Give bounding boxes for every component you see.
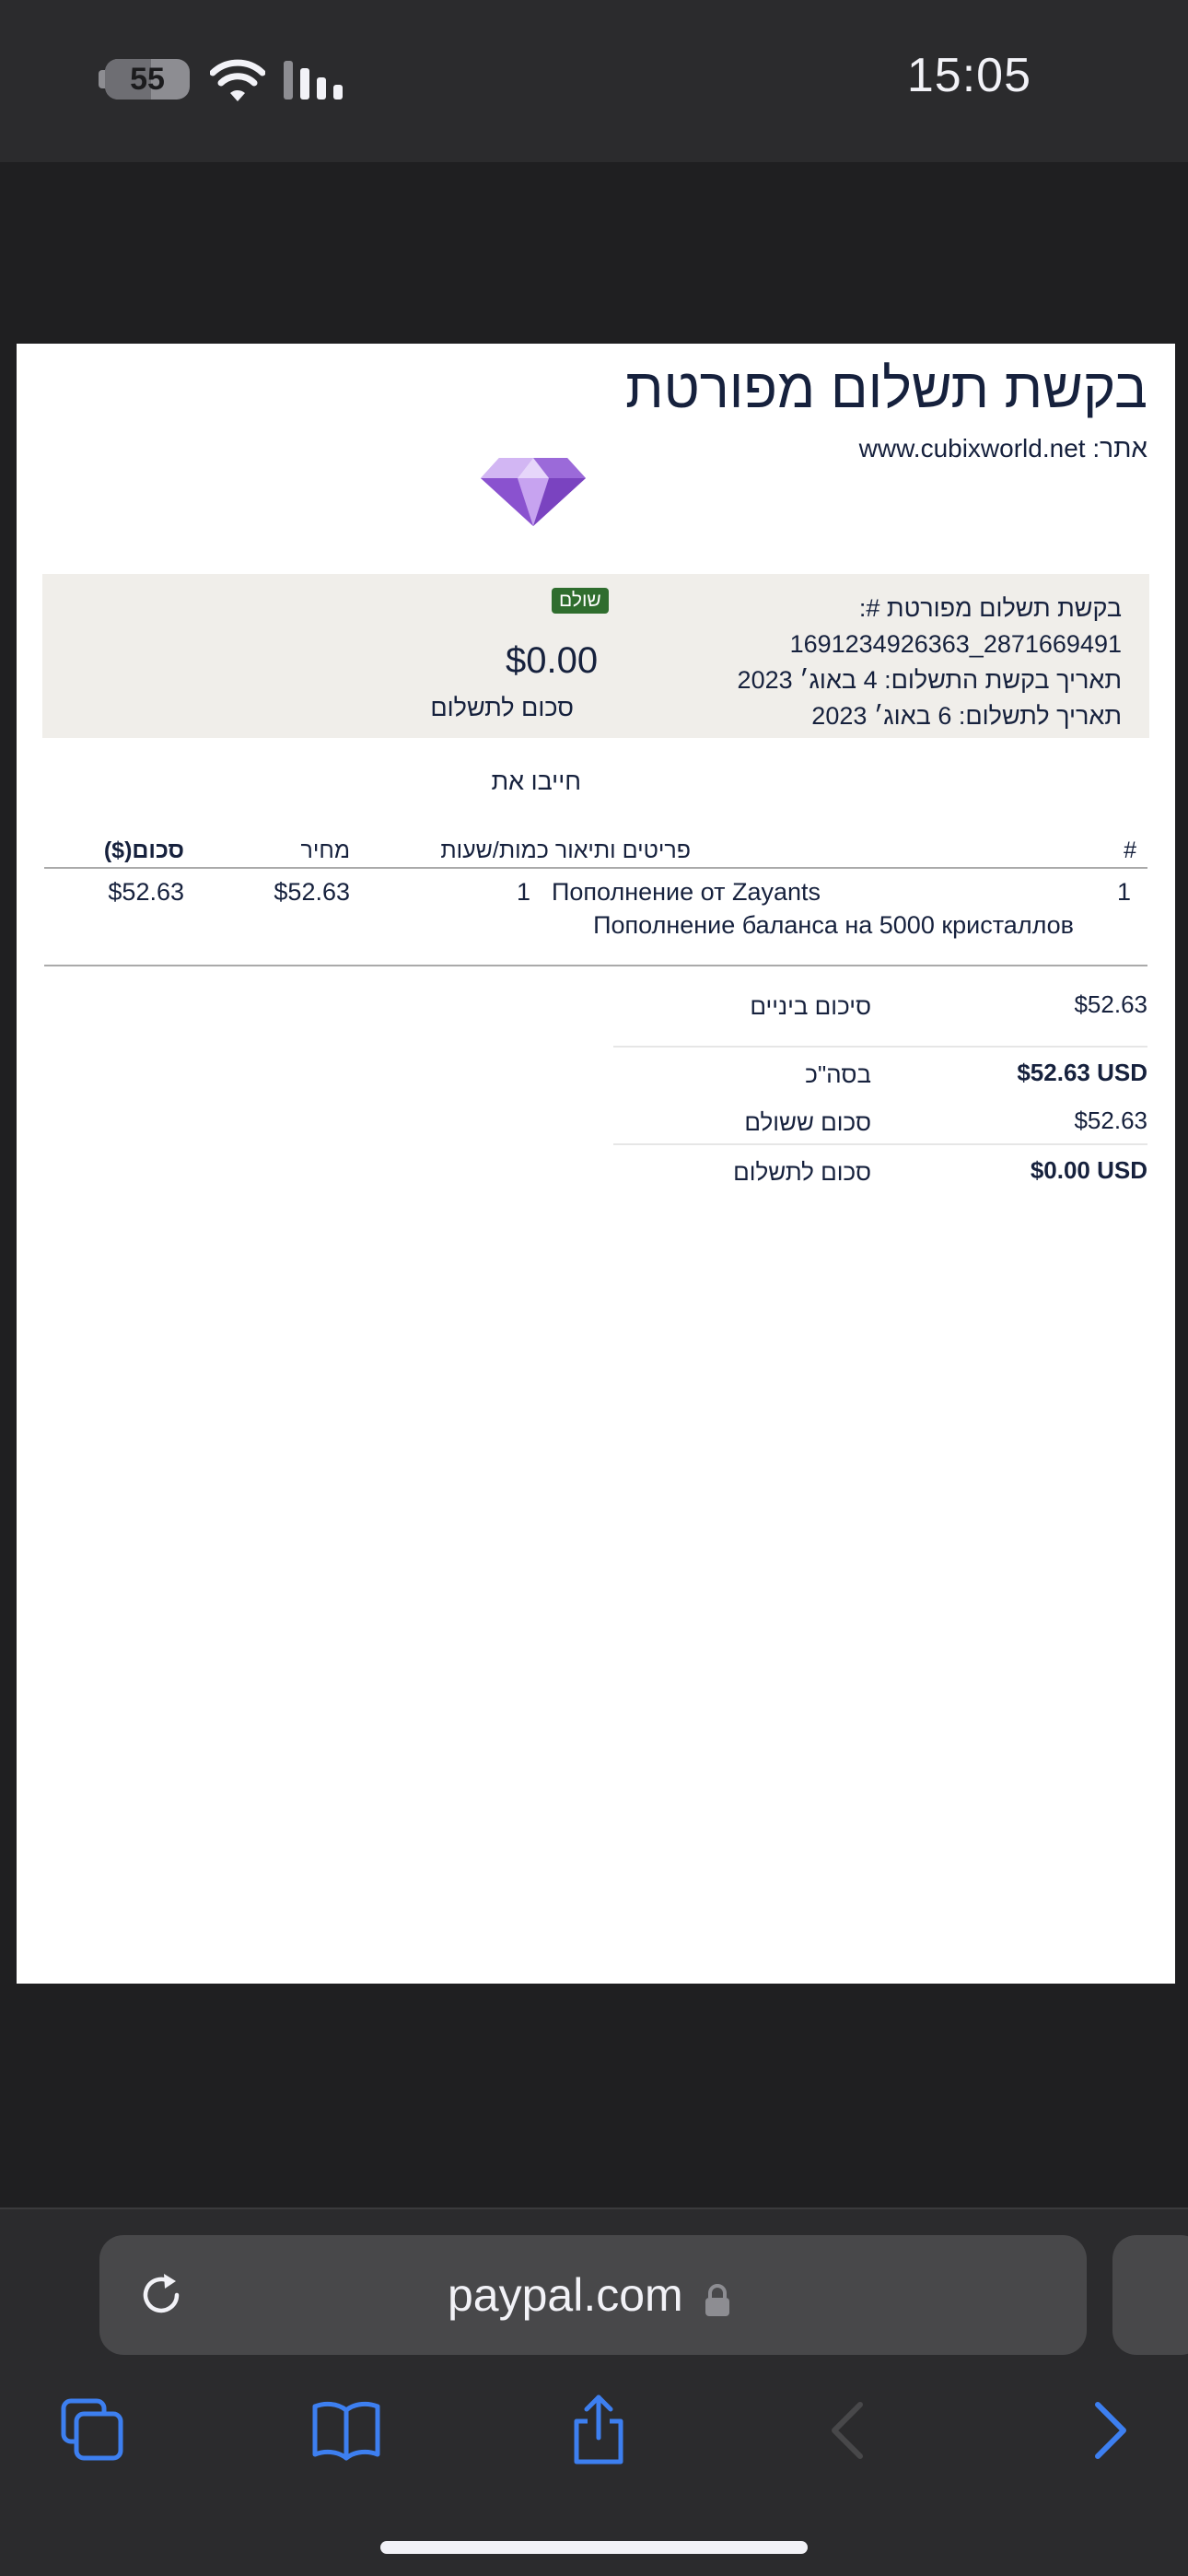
subtotal-label: סיכום ביניים	[750, 992, 871, 1020]
total-label: בסה"כ	[805, 1060, 871, 1088]
row-price: $52.63	[274, 878, 350, 906]
battery-level: 55	[130, 62, 165, 97]
row-title: Пополнение от Zayants	[552, 878, 821, 906]
total-row	[595, 1048, 1147, 1095]
invoice-summary	[42, 574, 1149, 738]
subtotal-value: $52.63	[1074, 990, 1147, 1018]
diamond-logo-icon	[479, 454, 588, 528]
header-price: מחיר	[300, 837, 350, 863]
bill-to-label: חייבו את	[491, 767, 581, 795]
request-number: 2871669491_1691234926363	[789, 630, 1122, 658]
status-time: 15:05	[906, 49, 1031, 102]
invoice-title: בקשת תשלום מפורטת	[625, 357, 1147, 419]
cellular-signal-icon	[282, 61, 346, 100]
due-value: $0.00 USD	[1030, 1156, 1147, 1184]
due-label: סכום לתשלום	[733, 1158, 871, 1186]
header-amount: סכום($)	[103, 837, 184, 863]
paid-label: סכום ששולם	[744, 1108, 871, 1136]
status-bar	[0, 0, 1188, 162]
row-index: 1	[1116, 878, 1131, 906]
subtotal-row	[595, 979, 1147, 1046]
reload-icon[interactable]	[136, 2270, 186, 2320]
tabs-icon[interactable]	[56, 2394, 130, 2467]
issue-date: תאריך בקשת התשלום: 4 באוג׳ 2023	[737, 666, 1122, 694]
status-badge: שולם	[552, 588, 609, 614]
paid-value: $52.63	[1074, 1107, 1147, 1134]
battery-icon	[105, 59, 190, 100]
lock-icon	[704, 2283, 731, 2318]
next-tab-preview[interactable]	[1112, 2235, 1188, 2355]
wifi-icon	[210, 57, 265, 103]
due-row	[595, 1145, 1147, 1212]
url-domain[interactable]: paypal.com	[448, 2269, 683, 2321]
amount-due-label: סכום לתשלום	[430, 694, 574, 721]
merchant-website[interactable]: אתר: www.cubixworld.net	[858, 434, 1147, 463]
due-date: תאריך לתשלום: 6 באוג׳ 2023	[811, 702, 1122, 730]
row-amount: $52.63	[108, 878, 184, 906]
amount-due: $0.00	[506, 640, 599, 681]
header-index: #	[1124, 837, 1136, 863]
invoice-document	[17, 344, 1175, 1984]
back-icon[interactable]	[812, 2394, 886, 2467]
battery-tip	[99, 70, 105, 88]
home-indicator[interactable]	[380, 2541, 808, 2554]
row-quantity: 1	[516, 878, 530, 906]
invoice-meta	[738, 591, 1122, 734]
address-bar[interactable]	[99, 2235, 1087, 2355]
table-row	[44, 878, 1147, 966]
row-detail: Пополнение баланса на 5000 кристаллов	[593, 911, 1074, 939]
items-table-header	[44, 837, 1147, 869]
share-icon[interactable]	[562, 2394, 635, 2467]
totals-section	[595, 979, 1147, 1212]
total-value: $52.63 USD	[1017, 1059, 1147, 1086]
forward-icon[interactable]	[1072, 2394, 1146, 2467]
header-description: פריטים ותיאור כמות/שעות	[440, 837, 691, 863]
browser-toolbar	[0, 2207, 1188, 2576]
bookmarks-icon[interactable]	[309, 2394, 383, 2467]
paid-row	[595, 1095, 1147, 1143]
request-number-label: בקשת תשלום מפורטת #:	[858, 594, 1122, 622]
